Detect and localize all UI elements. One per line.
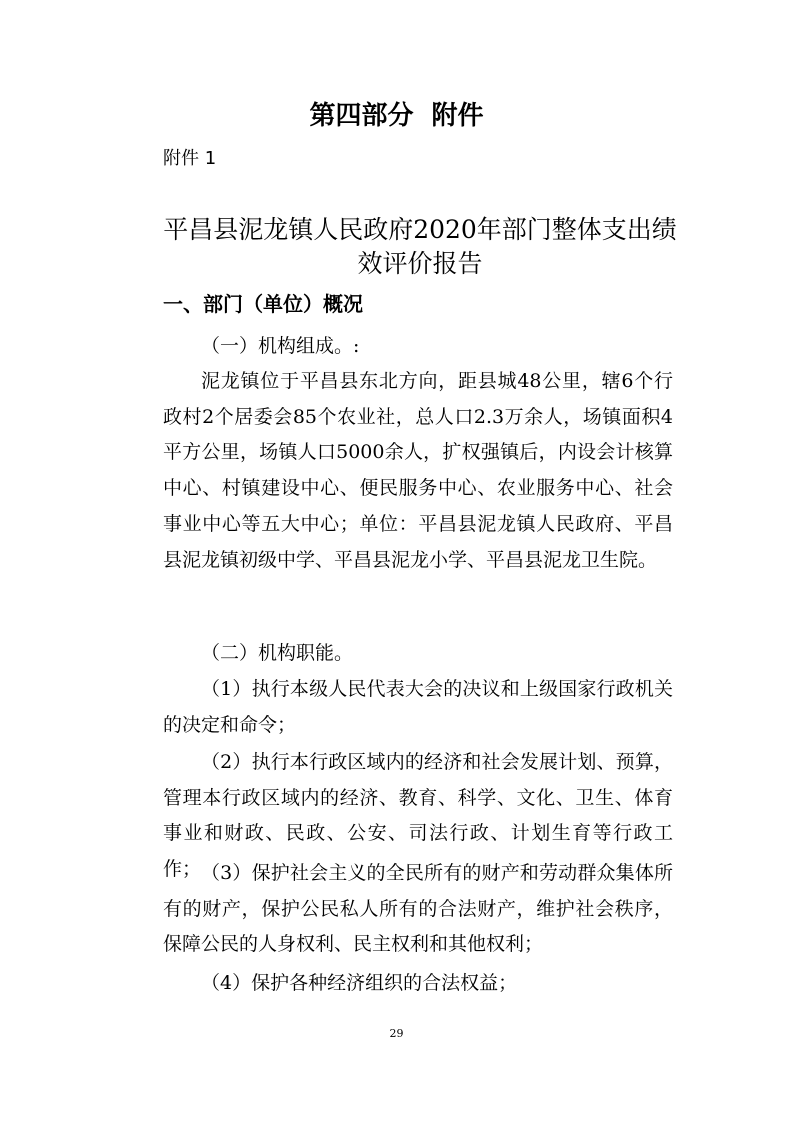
subsection-heading-org-composition: （一）机构组成。: — [201, 335, 360, 357]
part-title: 第四部分 附件 — [309, 101, 484, 131]
report-title: 平昌县泥龙镇人民政府2020年部门整体支出绩效评价报告 — [163, 215, 677, 278]
subsection-heading-org-functions: （二）机构职能。 — [201, 642, 354, 664]
duty-item-2: （2）执行本行政区域内的经济和社会发展计划、预算，管理本行政区域内的经济、教育、科学、文化、卫生、体育事业和财政、民政、公安、司法行政、计划生育等行政工作； — [163, 751, 673, 881]
org-composition-paragraph: 泥龙镇位于平昌县东北方向，距县城48公里，辖6个行政村2个居委会85个农业社，总人口2.3万余人，场镇面积4平方公里，场镇人口5000余人，扩权强镇后，内设会计核算中心、村镇建设中心、便民服务中心、农业服务中心、社会事业中心等五大中心；单位：平昌县泥龙镇人民政府、平昌县泥龙镇初级中学、平昌县泥龙小学、平昌县泥龙卫生院。 — [163, 370, 673, 571]
duty-item-1: （1）执行本级人民代表大会的决议和上级国家行政机关的决定和命令； — [163, 678, 673, 736]
attachment-label: 附件 1 — [163, 148, 217, 169]
section-heading: 一、部门（单位）概况 — [163, 292, 363, 316]
page-number: 29 — [389, 1027, 404, 1040]
duty-item-4: （4）保护各种经济组织的合法权益； — [201, 972, 518, 994]
duty-item-3: （3）保护社会主义的全民所有的财产和劳动群众集体所有的财产，保护公民私人所有的合法财产，维护社会秩序，保障公民的人身权利、民主权利和其他权利； — [163, 862, 673, 956]
